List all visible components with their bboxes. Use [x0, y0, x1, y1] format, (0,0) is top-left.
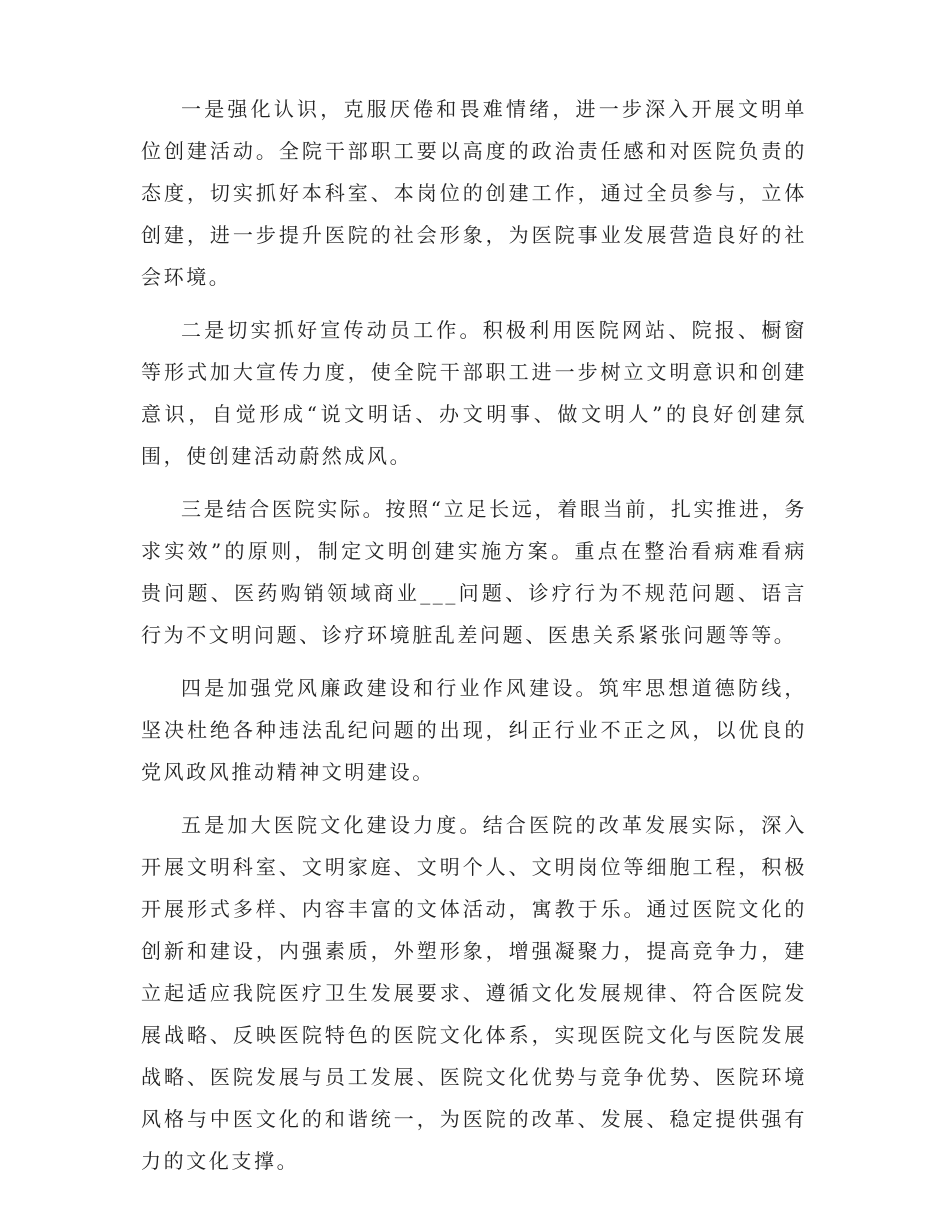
paragraph-4: 四是加强党风廉政建设和行业作风建设。筑牢思想道德防线，坚决杜绝各种违法乱纪问题的出现，纠正行业不正之风，以优良的党风政风推动精神文明建设。 — [141, 676, 807, 784]
paragraph-5: 五是加大医院文化建设力度。结合医院的改革发展实际，深入开展文明科室、文明家庭、文明个人、文明岗位等细胞工程，积极开展形式多样、内容丰富的文体活动，寓教于乐。通过医院文化的创新和建设，内强素质，外塑形象，增强凝聚力，提高竞争力，建立起适应我院医疗卫生发展要求、遵循文化发展规律、符合医院发展战略、反映医院特色的医院文化体系，实现医院文化与医院发展战略、医院发展与员工发展、医院文化优势与竞争优势、医院环境风格与中医文化的和谐统一，为医院的改革、发展、稳定提供强有力的文化支撑。 — [141, 813, 807, 1173]
document-body — [141, 88, 807, 1193]
paragraph-2: 二是切实抓好宣传动员工作。积极利用医院网站、院报、橱窗等形式加大宣传力度，使全院干部职工进一步树立文明意识和创建意识，自觉形成“说文明话、办文明事、做文明人”的良好创建氛围，使创建活动蔚然成风。 — [141, 318, 807, 468]
paragraph-3: 三是结合医院实际。按照“立足长远，着眼当前，扎实推进，务求实效”的原则，制定文明创建实施方案。重点在整治看病难看病贵问题、医药购销领域商业___问题、诊疗行为不规范问题、语言行为不文明问题、诊疗环境脏乱差问题、医患关系紧张问题等等。 — [141, 497, 807, 647]
paragraph-1: 一是强化认识，克服厌倦和畏难情绪，进一步深入开展文明单位创建活动。全院干部职工要以高度的政治责任感和对医院负责的态度，切实抓好本科室、本岗位的创建工作，通过全员参与，立体创建，进一步提升医院的社会形象，为医院事业发展营造良好的社会环境。 — [141, 97, 807, 289]
